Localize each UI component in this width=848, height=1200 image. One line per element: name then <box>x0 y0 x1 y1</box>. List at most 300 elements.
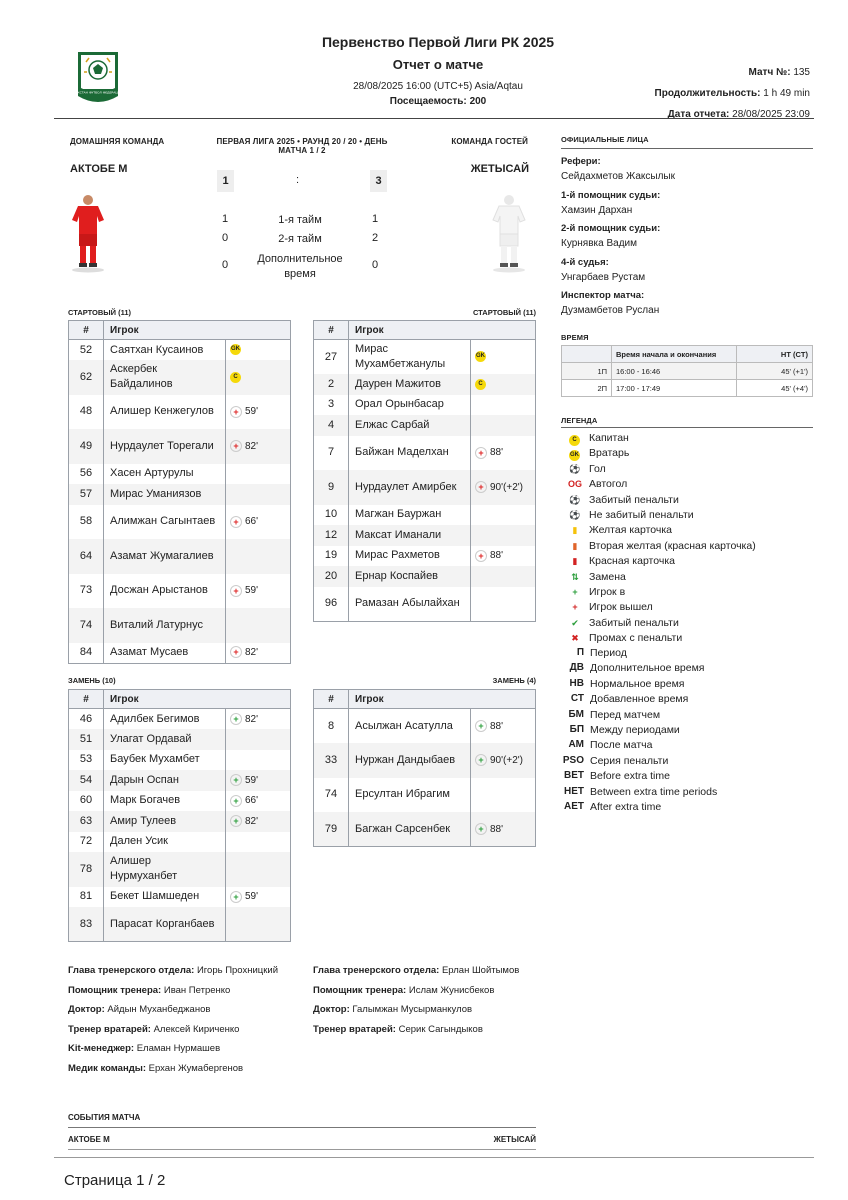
time-table: Время начала и окончания HT (CT) 1П 16:00 - 16:46 45' (+1') 2П 17:00 - 17:49 45' (+4') <box>561 345 813 397</box>
event-minute: 82' <box>245 815 259 827</box>
player-name: Багжан Сарсенбек <box>349 812 471 847</box>
player-row <box>314 415 536 436</box>
player-row <box>314 778 536 813</box>
player-name: Байжан Маделхан <box>349 436 471 471</box>
legend-abbr: BET <box>564 770 584 782</box>
legend-abbr: AET <box>564 801 584 812</box>
player-event <box>226 360 291 395</box>
away-kit-icon <box>489 190 529 274</box>
captain-icon: C <box>475 379 486 390</box>
event-minute: 82' <box>245 647 259 658</box>
player-number: 84 <box>69 643 104 664</box>
event-minute: 59' <box>245 406 259 418</box>
player-number: 33 <box>314 743 349 778</box>
legend-label: Замена <box>589 570 626 583</box>
legend-label: Красная карточка <box>589 555 675 568</box>
player-number: 78 <box>69 852 104 887</box>
player-name: Адилбек Бегимов <box>104 709 226 730</box>
staff-entry: Kit-менеджер: Еламан Нурмашев <box>68 1043 221 1055</box>
player-number: 54 <box>69 770 104 791</box>
player-event <box>226 907 291 942</box>
player-name: Дален Усик <box>104 832 226 853</box>
player-row <box>69 643 291 664</box>
legend-label: Автогол <box>589 478 628 491</box>
player-name: Аскербек Байдалинов <box>104 360 226 395</box>
events-home-team: АКТОБЕ М <box>68 1135 110 1144</box>
player-row <box>69 750 291 771</box>
legend-abbr-label: Между периодами <box>590 724 680 736</box>
player-name: Асылжан Асатулла <box>349 709 471 744</box>
legend-divider <box>561 427 813 428</box>
away-subs-table: # Игрок 8 Асылжан Асатулла + 88' 33 Нуржан Дандыбаев + 90'(+2') 74 Ерсултан Ибрагим 79 Багжан Сарсенбек + 88' <box>313 689 536 847</box>
round-label: ПЕРВАЯ ЛИГА 2025 • РАУНД 20 / 20 • ДЕНЬ МАТЧА 1 / 2 <box>216 137 388 155</box>
player-event <box>226 770 291 791</box>
staff-entry: Помощник тренера: Ислам Жунисбеков <box>313 984 495 996</box>
player-number: 49 <box>69 429 104 464</box>
sub-in-icon: + <box>230 815 242 827</box>
player-event <box>471 470 536 505</box>
legend-label: Вторая желтая (красная карточка) <box>589 539 756 552</box>
sub-out-icon: + <box>475 447 487 459</box>
player-number: 51 <box>69 729 104 750</box>
player-event <box>471 812 536 847</box>
player-row <box>314 546 536 567</box>
player-name: Алишер Кенжегулов <box>104 395 226 430</box>
player-row <box>69 360 291 395</box>
player-name: Досжан Арыстанов <box>104 574 226 609</box>
staff-entry: Доктор: Айдын Муханбеджанов <box>68 1004 211 1016</box>
staff-entry: Тренер вратарей: Алексей Кириченко <box>68 1023 240 1035</box>
staff-entry: Глава тренерского отдела: Ерлан Шойтымов <box>313 965 520 976</box>
legend-abbr-label: Серия пенальти <box>590 754 669 767</box>
officials-divider <box>561 148 813 149</box>
legend-item <box>566 462 606 477</box>
match-number: Матч №: 135 <box>748 67 810 78</box>
sub-out-icon: + <box>230 585 242 597</box>
goalkeeper-icon: GK <box>230 344 241 355</box>
legend-abbr-label: Добавленное время <box>590 693 689 706</box>
legend-item <box>566 446 630 461</box>
sub-out-icon: + <box>230 516 242 528</box>
away-score: 3 <box>370 170 387 192</box>
player-name: Азамат Мусаев <box>104 643 226 664</box>
player-number: 53 <box>69 750 104 771</box>
player-number: 10 <box>314 505 349 526</box>
sub-in-icon: + <box>475 720 487 732</box>
legend-abbr: БП <box>569 724 584 735</box>
home-score: 1 <box>217 170 234 192</box>
player-event <box>226 852 291 887</box>
legend-item <box>566 493 679 508</box>
officials-title: ОФИЦИАЛЬНЫЕ ЛИЦА <box>561 135 649 144</box>
player-name: Амир Тулеев <box>104 811 226 832</box>
legend-item <box>566 616 679 631</box>
player-row <box>69 770 291 791</box>
player-row <box>69 791 291 812</box>
legend-icon: ⚽ <box>569 463 581 474</box>
legend-item <box>566 539 756 554</box>
player-row <box>69 395 291 430</box>
legend-icon: ⇅ <box>571 571 579 582</box>
legend-abbr: HET <box>564 785 584 797</box>
sub-out-icon: + <box>230 440 242 452</box>
staff-entry: Помощник тренера: Иван Петренко <box>68 984 231 996</box>
event-minute: 88' <box>490 823 504 835</box>
player-name: Максат Иманали <box>349 525 471 546</box>
goalkeeper-icon: GK <box>475 351 486 362</box>
player-number: 52 <box>69 340 104 361</box>
sub-in-icon: + <box>230 891 242 903</box>
player-name: Улагат Ордавай <box>104 729 226 750</box>
legend-label: Игрок в <box>589 586 626 598</box>
time-row-1: 1П 16:00 - 16:46 45' (+1') <box>562 363 813 380</box>
player-row <box>69 832 291 853</box>
player-event <box>471 505 536 526</box>
events-divider-bottom <box>68 1149 536 1150</box>
player-event <box>226 832 291 853</box>
player-number: 8 <box>314 709 349 744</box>
player-event <box>226 791 291 812</box>
legend-icon: C <box>569 435 580 446</box>
player-number: 79 <box>314 812 349 847</box>
event-minute: 90'(+2') <box>490 481 524 493</box>
player-name: Бекет Шамшеден <box>104 887 226 908</box>
player-event <box>226 464 291 485</box>
player-name: Даурен Мажитов <box>349 374 471 395</box>
legend-label: Забитый пенальти <box>589 493 679 506</box>
legend-abbr: БМ <box>568 708 584 720</box>
legend-icon: ▮ <box>572 540 578 551</box>
player-row <box>314 470 536 505</box>
player-row <box>314 525 536 546</box>
legend-abbr-label: После матча <box>590 739 653 752</box>
federation-logo <box>69 50 127 108</box>
legend-item <box>566 570 626 585</box>
legend-icon: GK <box>569 450 580 461</box>
sub-out-icon: + <box>475 481 487 493</box>
player-number: 56 <box>69 464 104 485</box>
player-name: Нурдаулет Торегали <box>104 429 226 464</box>
event-minute: 82' <box>245 713 259 725</box>
official-entry <box>561 190 813 216</box>
event-minute: 88' <box>490 447 504 459</box>
player-row <box>314 340 536 375</box>
player-name: Азамат Жумагалиев <box>104 539 226 574</box>
player-name: Баубек Мухамбет <box>104 750 226 771</box>
official-role: 4-й судья: <box>561 256 609 268</box>
player-event <box>471 778 536 813</box>
official-entry <box>561 223 813 249</box>
match-meta <box>655 62 810 125</box>
player-row <box>69 340 291 361</box>
player-row <box>69 505 291 540</box>
legend-title: ЛЕГЕНДА <box>561 416 598 425</box>
player-event <box>471 415 536 436</box>
player-row <box>314 709 536 744</box>
sub-out-icon: + <box>475 550 487 562</box>
legend-label: Промах с пенальти <box>589 632 683 645</box>
legend-abbr: PSO <box>562 754 584 766</box>
player-row <box>314 505 536 526</box>
event-minute: 59' <box>245 774 259 786</box>
home-subs-table: # Игрок 46 Адилбек Бегимов + 82' 51 Улагат Ордавай 53 Баубек Мухамбет 54 Дарын Оспан + 59' 60 Марк Богачев + 66' 63 Амир Тулеев + 82' 72 Дален Усик 78 Алишер Нурмуханбет 81 Бекет Шамшеден + 59' 83 Парасат Корганбаев <box>68 689 291 942</box>
legend-abbr-label: Нормальное время <box>590 677 685 690</box>
report-title: Первенство Первой Лиги РК 2025 <box>321 34 555 50</box>
time-row-2: 2П 17:00 - 17:49 45' (+4') <box>562 380 813 397</box>
legend-icon: ⚽ <box>569 510 581 520</box>
player-event <box>226 729 291 750</box>
legend-icon: ▮ <box>572 525 578 536</box>
player-number: 64 <box>69 539 104 574</box>
event-minute: 66' <box>245 795 259 807</box>
event-minute: 59' <box>245 585 259 597</box>
staff-entry: Тренер вратарей: Серик Сагындыков <box>313 1023 483 1035</box>
player-number: 58 <box>69 505 104 540</box>
sub-in-icon: + <box>475 823 487 835</box>
report-subtitle: Отчет о матче <box>392 57 484 72</box>
player-number: 4 <box>314 415 349 436</box>
player-row <box>314 812 536 847</box>
header-divider <box>54 118 814 119</box>
player-event <box>226 574 291 609</box>
player-number: 72 <box>69 832 104 853</box>
legend-item <box>566 585 626 600</box>
legend-label: Забитый пенальти <box>589 616 679 629</box>
player-name: Нурдаулет Амирбек <box>349 470 471 505</box>
away-team-name: ЖЕТЫСАЙ <box>470 163 529 175</box>
away-team-label: КОМАНДА ГОСТЕЙ <box>451 137 528 146</box>
captain-icon: C <box>230 372 241 383</box>
player-number: 20 <box>314 566 349 587</box>
player-number: 81 <box>69 887 104 908</box>
events-away-team: ЖЕТЫСАЙ <box>493 1135 536 1144</box>
event-minute: 82' <box>245 440 259 452</box>
player-number: 46 <box>69 709 104 730</box>
legend-item <box>566 508 694 523</box>
legend-icon: + <box>572 587 578 597</box>
home-start-label: СТАРТОВЫЙ (11) <box>68 308 132 317</box>
player-number: 27 <box>314 340 349 375</box>
legend-icon: ⚽ <box>569 494 581 505</box>
player-event <box>226 484 291 505</box>
player-event <box>226 395 291 430</box>
player-number: 74 <box>314 778 349 813</box>
player-number: 83 <box>69 907 104 942</box>
player-name: Ерсултан Ибрагим <box>349 778 471 813</box>
sub-out-icon: + <box>230 646 242 658</box>
player-event <box>471 395 536 416</box>
player-event <box>226 608 291 643</box>
player-event <box>226 643 291 664</box>
legend-item <box>566 554 675 569</box>
home-kit-icon <box>68 190 108 274</box>
player-name: Виталий Латурнус <box>104 608 226 643</box>
player-number: 48 <box>69 395 104 430</box>
legend-abbr-label: Период <box>590 647 627 659</box>
player-row <box>69 709 291 730</box>
staff-entry: Глава тренерского отдела: Игорь Прохницкий <box>68 965 278 976</box>
official-role: 2-й помощник судьи: <box>561 223 661 234</box>
player-event <box>471 743 536 778</box>
player-event <box>471 587 536 622</box>
home-subs-label: ЗАМЕНЬ (10) <box>68 676 116 685</box>
staff-entry: Медик команды: Ерхан Жумабергенов <box>68 1063 244 1074</box>
staff-entry: Доктор: Галымжан Мусырманкулов <box>313 1004 473 1016</box>
player-name: Алимжан Сагынтаев <box>104 505 226 540</box>
player-event <box>471 374 536 395</box>
player-row <box>314 743 536 778</box>
legend-abbr-label: Before extra time <box>590 770 670 783</box>
event-minute: 90'(+2') <box>490 754 524 766</box>
player-number: 2 <box>314 374 349 395</box>
legend-label: Не забитый пенальти <box>589 509 694 521</box>
player-name: Парасат Корганбаев <box>104 907 226 942</box>
away-start-label: СТАРТОВЫЙ (11) <box>472 308 536 317</box>
official-entry <box>561 156 813 182</box>
event-minute: 88' <box>490 550 504 562</box>
player-name: Дарын Оспан <box>104 770 226 791</box>
legend-abbr: НВ <box>569 677 584 689</box>
player-event <box>226 750 291 771</box>
player-event <box>226 887 291 908</box>
match-duration: Продолжительность: 1 h 49 min <box>654 88 810 99</box>
player-number: 7 <box>314 436 349 471</box>
player-row <box>69 811 291 832</box>
player-row <box>69 429 291 464</box>
svg-text:КАЗАКСТАН ФУТБОЛ ФЕДЕРАЦИЯСЫ: КАЗАКСТАН ФУТБОЛ ФЕДЕРАЦИЯСЫ <box>69 90 127 95</box>
player-name: Алишер Нурмуханбет <box>104 852 226 887</box>
report-date: Дата отчета: 28/08/2025 23:09 <box>667 109 810 120</box>
player-name: Орал Орынбасар <box>349 395 471 416</box>
player-name: Магжан Бауржан <box>349 505 471 526</box>
legend-icon: ▮ <box>572 556 578 567</box>
player-event <box>471 340 536 375</box>
sub-out-icon: + <box>230 406 242 418</box>
player-event <box>226 340 291 361</box>
player-event <box>471 436 536 471</box>
page-number: Страница 1 / 2 <box>64 1172 166 1189</box>
legend-abbr: АМ <box>568 739 584 751</box>
event-minute: 88' <box>490 720 504 732</box>
legend-abbr-label: Дополнительное время <box>590 662 705 675</box>
player-number: 74 <box>69 608 104 643</box>
player-name: Ернар Коспайев <box>349 566 471 587</box>
sub-in-icon: + <box>230 713 242 725</box>
player-name: Мирас Мухамбетжанулы <box>349 340 471 375</box>
player-number: 19 <box>314 546 349 567</box>
official-name: Хамзин Дархан <box>561 204 633 216</box>
away-start-table: # Игрок 27 Мирас Мухамбетжанулы GK 2 Даурен Мажитов C 3 Орал Орынбасар 4 Елжас Сарбай 7 Байжан Маделхан + 88' 9 Нурдаулет Амирбек + 90'(+2') 10 Магжан Бауржан 12 Максат Иманали 19 Мирас Рахметов + 88' 20 Ернар Коспайев 96 Рамазан Абылайхан <box>313 320 536 622</box>
player-name: Елжас Сарбай <box>349 415 471 436</box>
legend-abbr-label: Перед матчем <box>590 708 661 721</box>
player-number: 9 <box>314 470 349 505</box>
away-subs-label: ЗАМЕНЬ (4) <box>492 676 536 685</box>
player-row <box>69 907 291 942</box>
player-number: 62 <box>69 360 104 395</box>
legend-item <box>566 631 683 646</box>
player-row <box>69 729 291 750</box>
player-name: Саятхан Кусаинов <box>104 340 226 361</box>
legend-icon: + <box>572 602 578 613</box>
home-team-label: ДОМАШНЯЯ КОМАНДА <box>70 137 165 146</box>
player-event <box>471 546 536 567</box>
player-number: 60 <box>69 791 104 812</box>
match-events-title: СОБЫТИЯ МАТЧА <box>68 1113 141 1122</box>
legend-abbr: ДВ <box>569 662 584 674</box>
sub-in-icon: + <box>230 774 242 786</box>
player-row <box>69 852 291 887</box>
legend-icon: ✖ <box>571 633 579 644</box>
score-separator: : <box>296 174 300 186</box>
player-event <box>226 709 291 730</box>
legend-label: Желтая карточка <box>589 524 673 537</box>
official-name: Курнявка Вадим <box>561 238 637 249</box>
match-datetime: 28/08/2025 16:00 (UTC+5) Asia/Aqtau <box>353 81 523 92</box>
legend-abbr: СТ <box>570 693 584 705</box>
player-row <box>314 436 536 471</box>
player-event <box>226 811 291 832</box>
legend-item <box>566 477 628 492</box>
official-role: Рефери: <box>561 156 601 167</box>
player-event <box>226 429 291 464</box>
legend-icon: OG <box>567 479 582 490</box>
legend-label: Гол <box>589 462 606 475</box>
player-event <box>226 539 291 574</box>
official-entry <box>561 290 813 316</box>
official-name: Дузмамбетов Руслан <box>561 305 660 316</box>
legend-abbr-label: After extra time <box>590 801 662 813</box>
player-row <box>314 395 536 416</box>
official-role: 1-й помощник судьи: <box>561 189 661 201</box>
events-divider <box>68 1127 536 1128</box>
player-event <box>471 709 536 744</box>
legend-abbr: П <box>576 647 584 658</box>
player-row <box>69 464 291 485</box>
player-row <box>314 587 536 622</box>
player-number: 63 <box>69 811 104 832</box>
time-title: ВРЕМЯ <box>561 333 589 342</box>
home-start-table: # Игрок 52 Саятхан Кусаинов GK 62 Аскербек Байдалинов C 48 Алишер Кенжегулов + 59' 49 Нурдаулет Торегали + 82' 56 Хасен Артурулы 57 Мирас Уманиязов 58 Алимжан Сагынтаев + 66' 64 Азамат Жумагалиев 73 Досжан Арыстанов + 59' 74 Виталий Латурнус 84 Азамат Мусаев + 82' <box>68 320 291 664</box>
player-name: Мирас Рахметов <box>349 546 471 567</box>
player-event <box>226 505 291 540</box>
event-minute: 59' <box>245 891 259 903</box>
official-entry <box>561 257 813 283</box>
legend-icon: ✔ <box>571 617 579 628</box>
official-name: Унгарбаев Рустам <box>561 271 646 283</box>
player-row <box>69 608 291 643</box>
legend-item <box>566 600 653 615</box>
player-row <box>314 566 536 587</box>
legend-item <box>566 431 629 446</box>
legend-item <box>566 523 673 538</box>
player-number: 57 <box>69 484 104 505</box>
attendance: Посещаемость: 200 <box>389 96 487 107</box>
footer-divider <box>54 1157 814 1158</box>
player-row <box>69 484 291 505</box>
legend-label: Игрок вышел <box>589 601 653 614</box>
player-number: 73 <box>69 574 104 609</box>
player-name: Марк Богачев <box>104 791 226 812</box>
player-name: Нуржан Дандыбаев <box>349 743 471 778</box>
legend-abbr-label: Between extra time periods <box>590 785 718 798</box>
legend-label: Вратарь <box>589 447 630 460</box>
player-event <box>471 525 536 546</box>
player-number: 3 <box>314 395 349 416</box>
player-row <box>69 887 291 908</box>
player-name: Мирас Уманиязов <box>104 484 226 505</box>
legend-label: Капитан <box>589 432 629 444</box>
sub-in-icon: + <box>475 754 487 766</box>
